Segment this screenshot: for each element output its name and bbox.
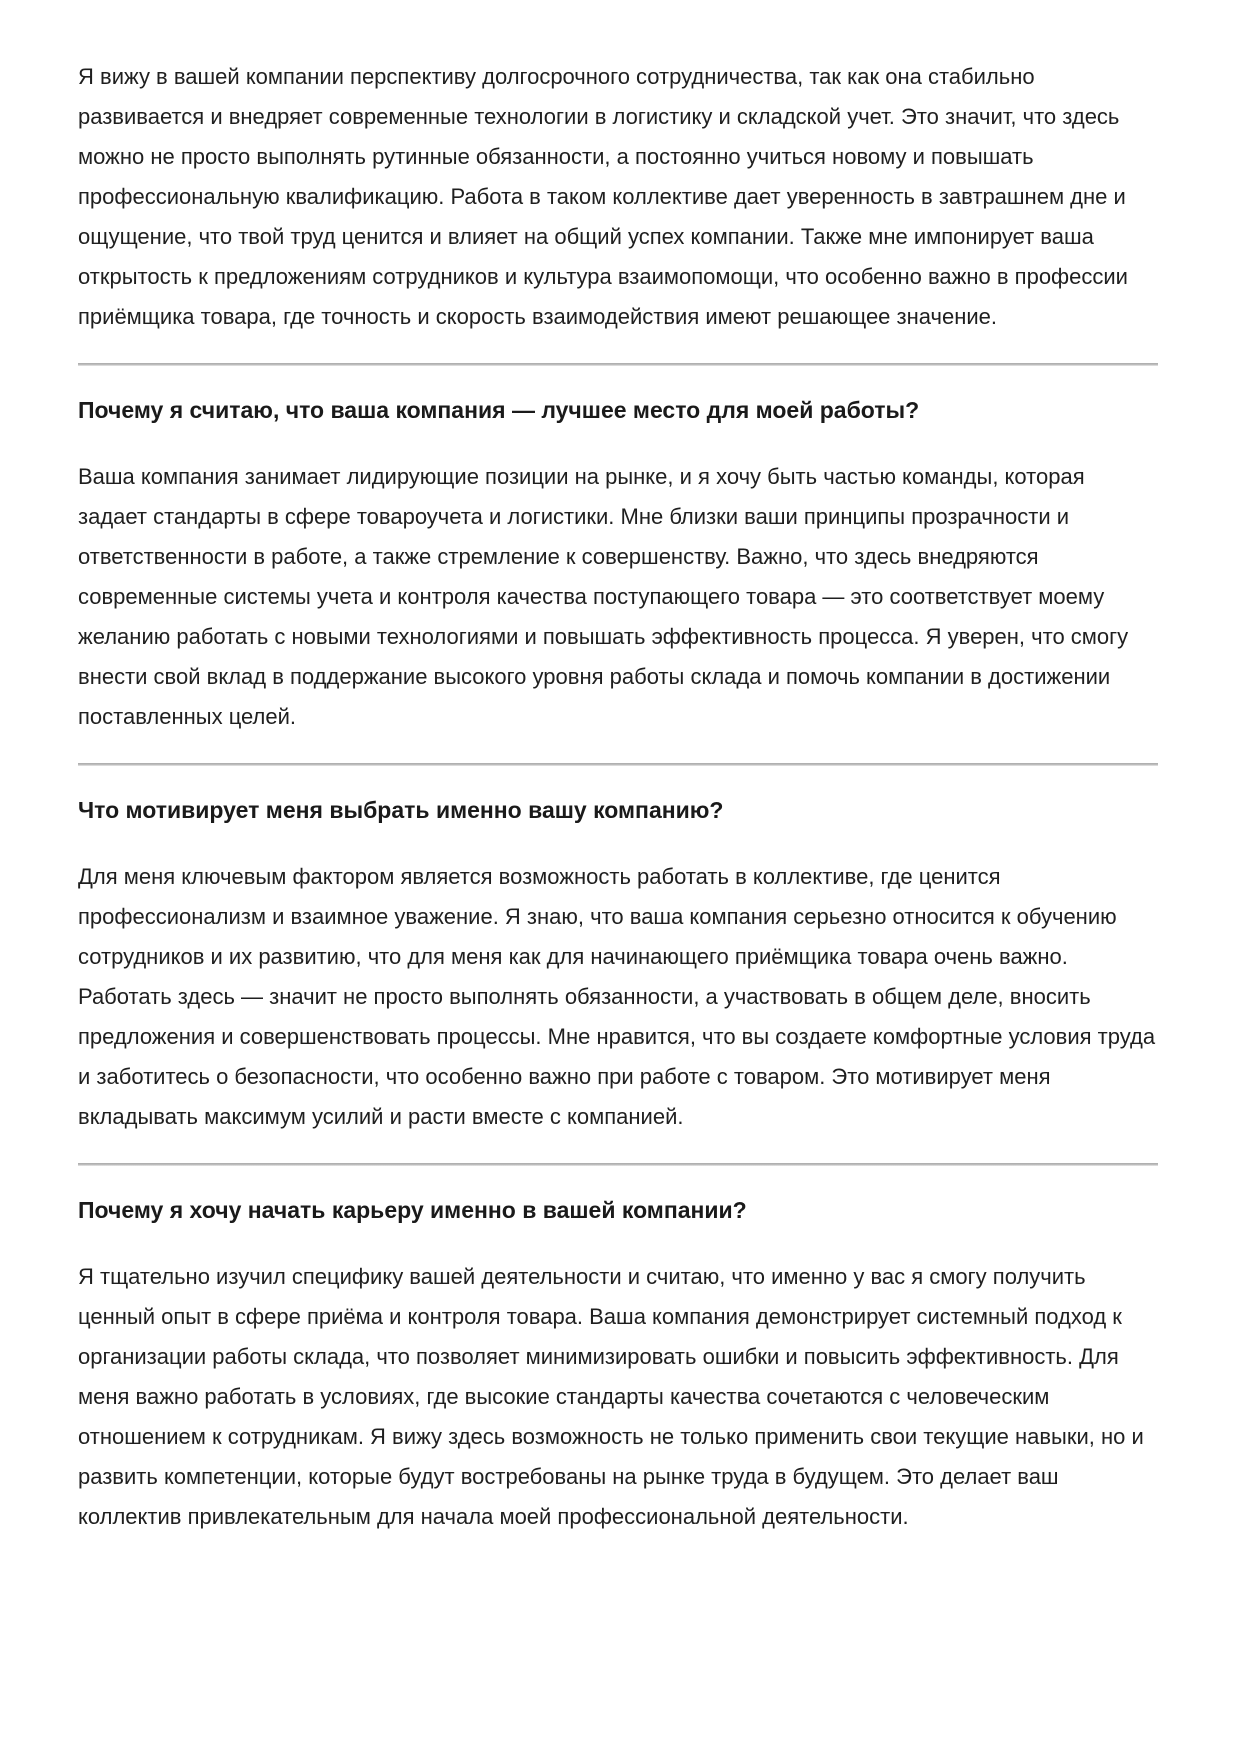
paragraph-intro: Я вижу в вашей компании перспективу долгосрочного сотрудничества, так как она стабильно развивается и внедряет современные технологии в логистику и складской учет. Это значит, что здесь можно не просто выполнять рутинные обязанности, а постоянно учиться новому и повышать профессиональную квалификацию. Работа в таком коллективе дает уверенность в завтрашнем дне и ощущение, что твой труд ценится и влияет на общий успех компании. Также мне импонирует ваша открытость к предложениям сотрудников и культура взаимопомощи, что особенно важно в профессии приёмщика товара, где точность и скорость взаимодействия имеют решающее значение. xyxy=(78,64,1128,329)
section-divider xyxy=(78,1163,1158,1166)
section-heading-best-place: Почему я считаю, что ваша компания — лучшее место для моей работы? xyxy=(78,397,920,423)
section-heading-motivation: Что мотивирует меня выбрать именно вашу компанию? xyxy=(78,797,724,823)
section-heading-career-start: Почему я хочу начать карьеру именно в вашей компании? xyxy=(78,1197,747,1223)
paragraph-motivation: Для меня ключевым фактором является возможность работать в коллективе, где ценится профессионализм и взаимное уважение. Я знаю, что ваша компания серьезно относится к обучению сотрудников и их развитию, что для меня как для начинающего приёмщика товара очень важно. Работать здесь — значит не просто выполнять обязанности, а участвовать в общем деле, вносить предложения и совершенствовать процессы. Мне нравится, что вы создаете комфортные условия труда и заботитесь о безопасности, что особенно важно при работе с товаром. Это мотивирует меня вкладывать максимум усилий и расти вместе с компанией. xyxy=(78,864,1156,1129)
paragraph-best-place: Ваша компания занимает лидирующие позиции на рынке, и я хочу быть частью команды, которая задает стандарты в сфере товароучета и логистики. Мне близки ваши принципы прозрачности и ответственности в работе, а также стремление к совершенству. Важно, что здесь внедряются современные системы учета и контроля качества поступающего товара — это соответствует моему желанию работать с новыми технологиями и повышать эффективность процесса. Я уверен, что смогу внести свой вклад в поддержание высокого уровня работы склада и помочь компании в достижении поставленных целей. xyxy=(78,464,1129,729)
section-divider xyxy=(78,763,1158,766)
section-divider xyxy=(78,363,1158,366)
paragraph-career-start: Я тщательно изучил специфику вашей деятельности и считаю, что именно у вас я смогу получить ценный опыт в сфере приёма и контроля товара. Ваша компания демонстрирует системный подход к организации работы склада, что позволяет минимизировать ошибки и повысить эффективность. Для меня важно работать в условиях, где высокие стандарты качества сочетаются с человеческим отношением к сотрудникам. Я вижу здесь возможность не только применить свои текущие навыки, но и развить компетенции, которые будут востребованы на рынке труда в будущем. Это делает ваш коллектив привлекательным для начала моей профессиональной деятельности. xyxy=(78,1264,1144,1529)
